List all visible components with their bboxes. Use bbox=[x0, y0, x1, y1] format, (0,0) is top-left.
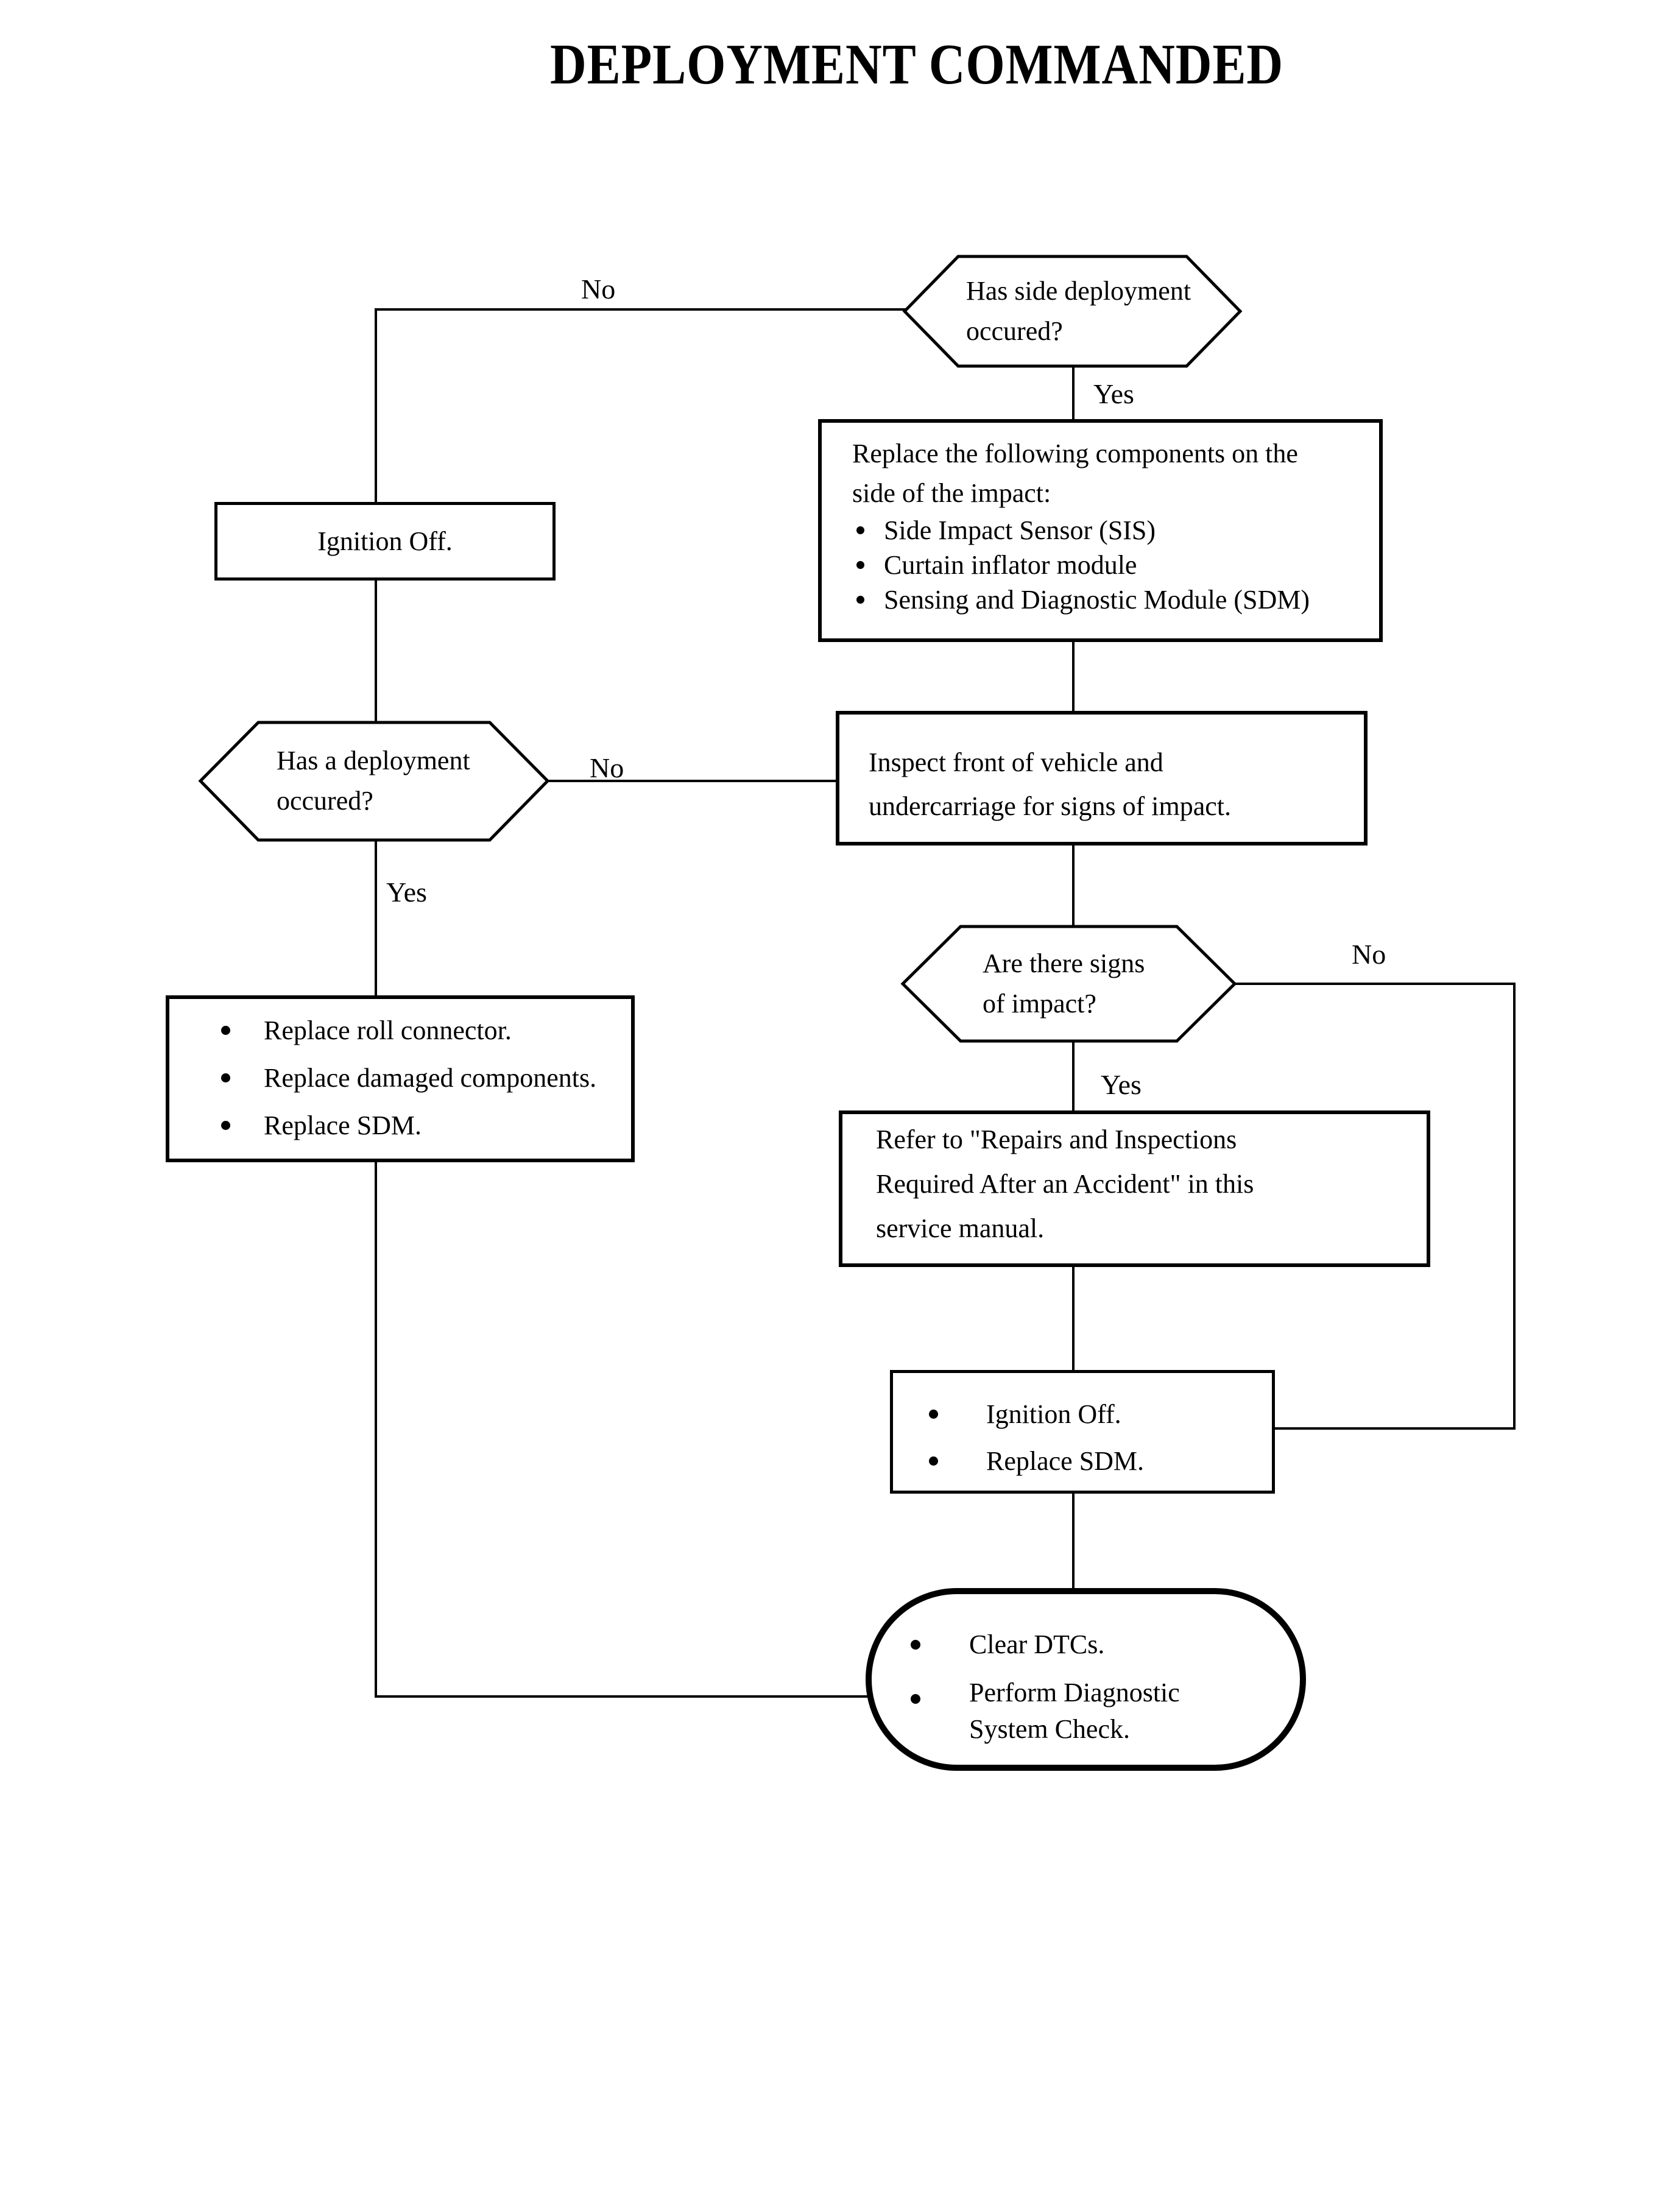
process-refer-repairs bbox=[839, 1110, 1430, 1267]
edge-label-deployment-no: No bbox=[590, 752, 624, 783]
process-text-line: Required After an Accident" in this bbox=[876, 1169, 1254, 1199]
bullet-list bbox=[872, 1594, 1300, 1748]
bullet-icon bbox=[911, 1640, 920, 1650]
process-ignition-off bbox=[214, 502, 556, 581]
bullet-text: Replace SDM. bbox=[986, 1446, 1145, 1476]
bullet-text: Replace roll connector. bbox=[264, 1015, 512, 1045]
process-inspect-front bbox=[836, 711, 1368, 846]
decision-line: of impact? bbox=[983, 989, 1096, 1019]
bullet-text: Curtain inflator module bbox=[884, 550, 1137, 580]
decision-line: occured? bbox=[966, 316, 1063, 346]
process-text-line: side of the impact: bbox=[852, 478, 1051, 508]
connector-replace-roll-to-terminal bbox=[376, 1160, 867, 1696]
decision-line: occured? bbox=[277, 786, 373, 816]
bullet-icon bbox=[929, 1456, 938, 1466]
bullet-list bbox=[893, 1373, 1272, 1485]
page-title: DEPLOYMENT COMMANDED bbox=[550, 33, 1284, 96]
bullet-icon bbox=[856, 561, 864, 569]
list-item bbox=[929, 1391, 1272, 1438]
list-item bbox=[929, 1438, 1272, 1485]
list-item bbox=[911, 1620, 1300, 1669]
bullet-list bbox=[169, 999, 631, 1149]
process-text-line: Replace the following components on the bbox=[852, 439, 1298, 468]
decision-line: Has side deployment bbox=[966, 276, 1191, 306]
decision-deployment-text bbox=[277, 741, 470, 821]
process-text-line: Refer to "Repairs and Inspections bbox=[876, 1124, 1237, 1154]
bullet-icon bbox=[856, 596, 864, 604]
bullet-icon bbox=[221, 1121, 230, 1130]
bullet-icon bbox=[856, 526, 864, 534]
bullet-icon bbox=[929, 1410, 938, 1419]
process-text-line: service manual. bbox=[876, 1213, 1045, 1243]
edge-label-deployment-yes: Yes bbox=[386, 877, 427, 908]
bullet-text: Perform Diagnostic System Check. bbox=[969, 1678, 1180, 1744]
process-text-line: Inspect front of vehicle and bbox=[869, 747, 1163, 777]
bullet-text: Clear DTCs. bbox=[969, 1629, 1105, 1659]
bullet-icon bbox=[221, 1026, 230, 1035]
list-item bbox=[221, 1006, 631, 1054]
edge-label-side-no: No bbox=[581, 274, 616, 305]
edge-label-side-yes: Yes bbox=[1093, 378, 1134, 409]
process-text-line: Ignition Off. bbox=[317, 526, 453, 556]
process-ignition-off-replace-sdm bbox=[890, 1370, 1275, 1494]
bullet-icon bbox=[911, 1694, 920, 1704]
decision-line: Are there signs bbox=[983, 948, 1145, 978]
edge-label-signs-yes: Yes bbox=[1101, 1069, 1142, 1100]
bullet-text: Sensing and Diagnostic Module (SDM) bbox=[884, 585, 1310, 615]
bullet-text: Side Impact Sensor (SIS) bbox=[884, 515, 1156, 545]
edge-label-signs-no: No bbox=[1352, 939, 1386, 970]
process-replace-roll-connector bbox=[166, 995, 635, 1162]
decision-signs-text bbox=[983, 944, 1145, 1024]
bullet-text: Replace damaged components. bbox=[264, 1062, 597, 1093]
list-item bbox=[856, 513, 1379, 548]
decision-side-deployment-text bbox=[966, 271, 1191, 351]
process-text-line: undercarriage for signs of impact. bbox=[869, 791, 1231, 821]
decision-line: Has a deployment bbox=[277, 746, 470, 775]
list-item bbox=[911, 1675, 1300, 1748]
list-item bbox=[856, 548, 1379, 582]
bullet-icon bbox=[221, 1073, 230, 1082]
process-intro bbox=[852, 434, 1379, 513]
process-replace-side-components bbox=[818, 419, 1383, 642]
terminal-clear-dtcs bbox=[866, 1588, 1306, 1771]
bullet-list bbox=[856, 513, 1379, 617]
bullet-text: Ignition Off. bbox=[986, 1399, 1121, 1429]
bullet-text: Replace SDM. bbox=[264, 1110, 422, 1140]
list-item bbox=[856, 582, 1379, 617]
list-item bbox=[221, 1101, 631, 1149]
list-item bbox=[221, 1054, 631, 1101]
